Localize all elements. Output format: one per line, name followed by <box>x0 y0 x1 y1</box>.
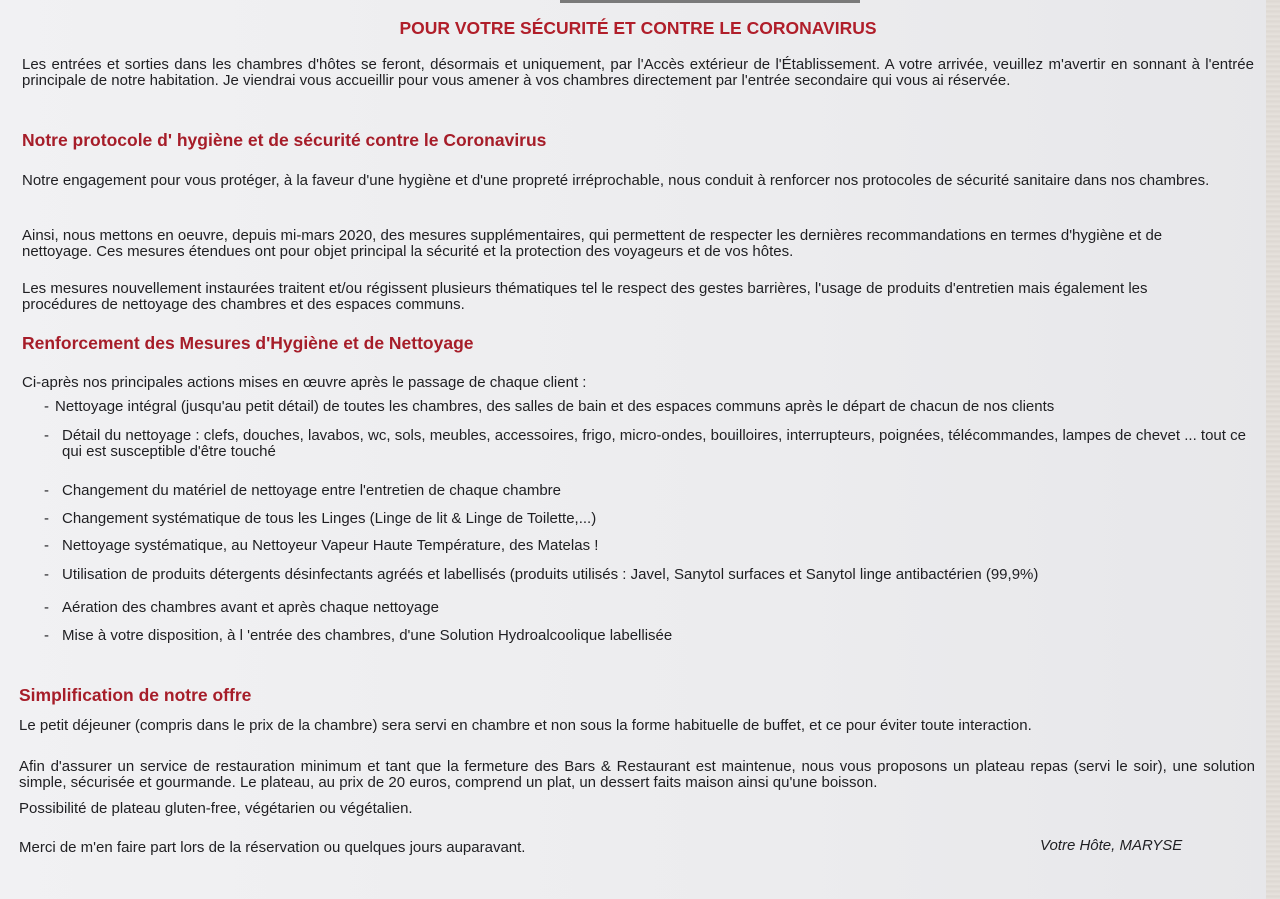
section-heading-reinforcement: Renforcement des Mesures d'Hygiène et de Nettoyage <box>22 333 474 353</box>
list-item-text: Nettoyage systématique, au Nettoyeur Vapeur Haute Température, des Matelas ! <box>62 537 599 554</box>
section-heading-protocol: Notre protocole d' hygiène et de sécurité contre le Coronavirus <box>22 130 547 150</box>
paragraph-new-measures: Les mesures nouvellement instaurées traitent et/ou régissent plusieurs thématiques tel le respect des gestes barrières, l'usage de produits d'entretien mais également les procédures de nettoyage des chambres et des espaces communs. <box>22 280 1148 313</box>
breakfast-paragraph: Le petit déjeuner (compris dans le prix de la chambre) sera servi en chambre et non sous la forme habituelle de buffet, et ce pour éviter toute interaction. <box>19 717 1032 734</box>
actions-lead: Ci-après nos principales actions mises en œuvre après le passage de chaque client : <box>22 374 587 391</box>
paragraph-measures: Ainsi, nous mettons en oeuvre, depuis mi-mars 2020, des mesures supplémentaires, qui permettent de respecter les dernières recommandations en termes d'hygiène et de nettoyage. Ces mesures étendues ont pour objet principal la sécurité et la protection des voyageurs et de vos hôtes. <box>22 227 1163 260</box>
document-title: POUR VOTRE SÉCURITÉ ET CONTRE LE CORONAVIRUS <box>399 18 877 38</box>
signature: Votre Hôte, MARYSE <box>1040 837 1183 854</box>
intro-paragraph: Les entrées et sorties dans les chambres d'hôtes se feront, désormais et uniquement, par l'Accès extérieur de l'Établissement. A votre arrivée, veuillez m'avertir en sonnant à l'entrée principale de notre habitation. Je viendrai vous accueillir pour vous amener à vos chambres directement par l'entrée secondaire qui vous ai réservée. <box>22 56 1254 89</box>
list-item-text: Mise à votre disposition, à l 'entrée des chambres, d'une Solution Hydroalcoolique labellisée <box>62 627 673 644</box>
list-dash: - <box>44 482 49 499</box>
list-dash: - <box>44 566 49 583</box>
list-dash: - <box>44 398 49 415</box>
closing-note: Merci de m'en faire part lors de la réservation ou quelques jours auparavant. <box>19 839 526 856</box>
paragraph-engagement: Notre engagement pour vous protéger, à la faveur d'une hygiène et d'une propreté irréprochable, nous conduit à renforcer nos protocoles de sécurité sanitaire dans nos chambres. <box>22 172 1210 189</box>
list-item-text: Détail du nettoyage : clefs, douches, lavabos, wc, sols, meubles, accessoires, frigo, micro-ondes, bouilloires, interrupteurs, poignées, télécommandes, lampes de chevet ... tout ce qui est susceptible d'être touché <box>62 427 1246 460</box>
dietary-options: Possibilité de plateau gluten-free, végétarien ou végétalien. <box>19 800 413 817</box>
paper-tear-mark <box>560 0 860 3</box>
list-dash: - <box>44 599 49 616</box>
meal-paragraph: Afin d'assurer un service de restauration minimum et tant que la fermeture des Bars & Restaurant est maintenue, nous vous proposons un plateau repas (servi le soir), une solution simple, sécurisée et gourmande. Le plateau, au prix de 20 euros, comprend un plat, un dessert faits maison ainsi qu'une boisson. <box>19 758 1255 791</box>
list-item-text: Changement systématique de tous les Linges (Linge de lit & Linge de Toilette,...) <box>62 510 597 527</box>
list-item-text: Changement du matériel de nettoyage entre l'entretien de chaque chambre <box>62 482 562 499</box>
list-dash: - <box>44 427 49 444</box>
list-dash: - <box>44 537 49 554</box>
list-item-text: Utilisation de produits détergents désinfectants agréés et labellisés (produits utilisés : Javel, Sanytol surfaces et Sanytol linge antibactérien (99,9%) <box>62 566 1039 583</box>
list-item-text: Nettoyage intégral (jusqu'au petit détail) de toutes les chambres, des salles de bain et des espaces communs après le départ de chacun de nos clients <box>55 398 1055 415</box>
list-dash: - <box>44 627 49 644</box>
list-item-text: Aération des chambres avant et après chaque nettoyage <box>62 599 439 616</box>
list-dash: - <box>44 510 49 527</box>
paper-edge <box>1266 0 1280 899</box>
section-heading-offer: Simplification de notre offre <box>19 685 252 705</box>
